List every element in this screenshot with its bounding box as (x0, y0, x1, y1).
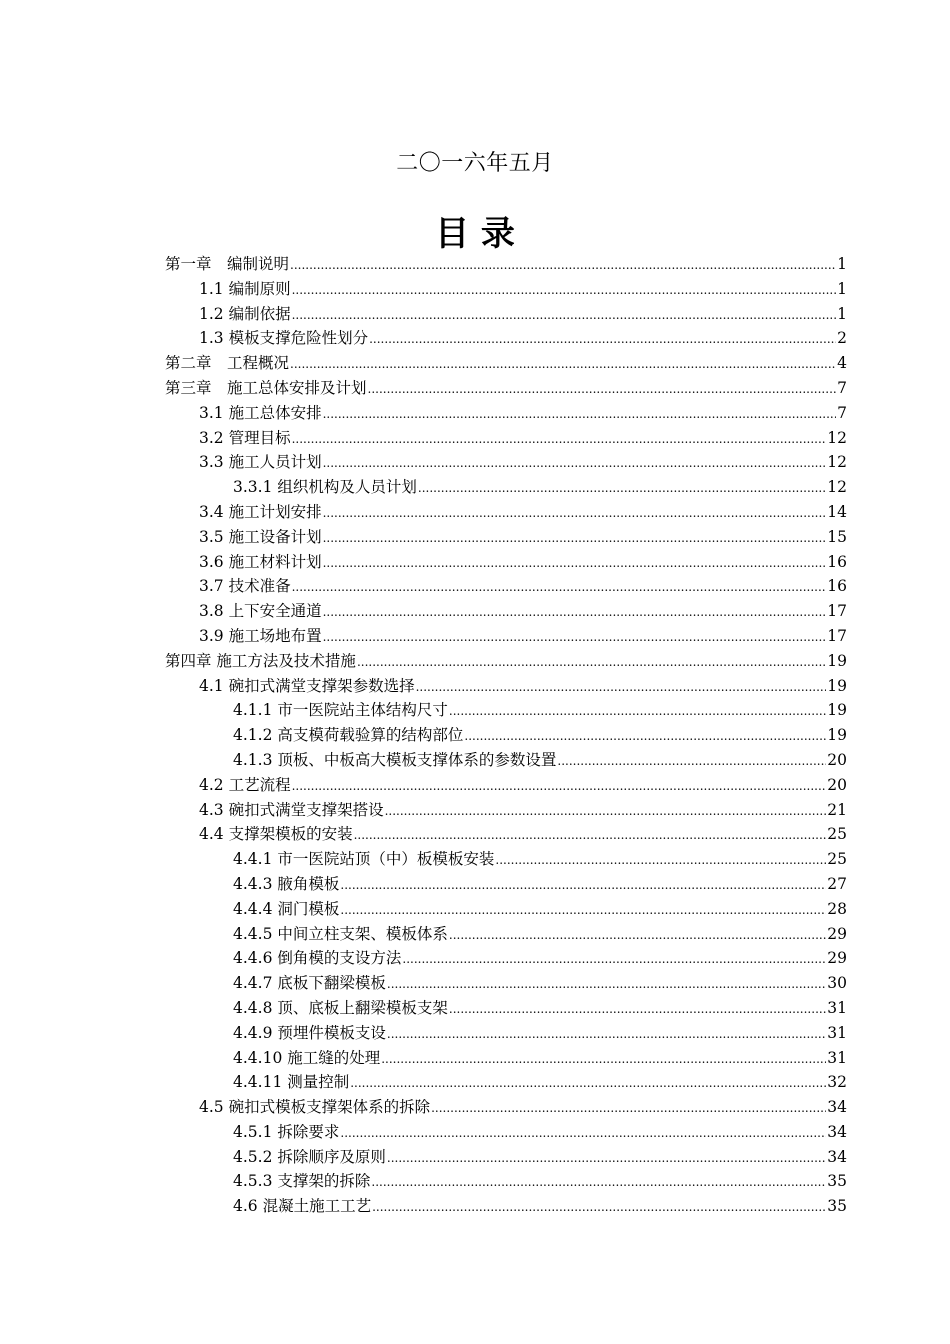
toc-entry-label: 3.7 技术准备 (199, 577, 291, 596)
toc-dot-leader (323, 551, 827, 576)
toc-entry-page-number: 17 (827, 602, 847, 621)
toc-entry-page-number: 21 (827, 800, 847, 819)
toc-entry-label: 第三章 施工总体安排及计划 (165, 378, 367, 397)
toc-entry-page-number: 25 (827, 850, 847, 869)
toc-entry[interactable] (165, 1169, 847, 1194)
toc-dot-leader (557, 749, 826, 774)
toc-dot-leader (323, 600, 827, 625)
toc-entry-label: 4.4.3 腋角模板 (233, 874, 340, 893)
toc-entry-label: 3.8 上下安全通道 (199, 602, 322, 621)
toc-dot-leader (323, 526, 827, 551)
toc-entry-label: 4.1 碗扣式满堂支撑架参数选择 (199, 676, 415, 695)
toc-entry[interactable] (165, 674, 847, 699)
toc-entry[interactable] (165, 698, 847, 723)
toc-dot-leader (357, 650, 826, 675)
toc-dot-leader (416, 675, 827, 700)
toc-entry-page-number: 19 (827, 651, 847, 670)
toc-entry-page-number: 12 (827, 453, 847, 472)
toc-entry-label: 4.4.7 底板下翻梁模板 (233, 974, 386, 993)
toc-entry-label: 4.4.8 顶、底板上翻梁模板支架 (233, 998, 448, 1017)
toc-entry-label: 4.6 混凝土施工工艺 (233, 1197, 372, 1216)
toc-entry[interactable] (165, 1095, 847, 1120)
toc-entry-label: 3.6 施工材料计划 (199, 552, 322, 571)
toc-entry-label: 4.4 支撑架模板的安装 (199, 825, 353, 844)
toc-entry[interactable] (165, 252, 847, 277)
toc-entry[interactable] (165, 1145, 847, 1170)
toc-entry-page-number: 28 (827, 899, 847, 918)
toc-entry-page-number: 34 (827, 1122, 847, 1141)
toc-entry-label: 4.1.1 市一医院站主体结构尺寸 (233, 701, 448, 720)
toc-dot-leader (385, 799, 827, 824)
toc-entry-page-number: 7 (837, 378, 847, 397)
toc-entry-label: 3.3 施工人员计划 (199, 453, 322, 472)
toc-dot-leader (323, 501, 827, 526)
toc-entry-page-number: 30 (827, 974, 847, 993)
toc-entry[interactable] (165, 1120, 847, 1145)
toc-entry-label: 4.4.11 测量控制 (233, 1073, 350, 1092)
toc-entry-page-number: 16 (827, 577, 847, 596)
toc-entry-page-number: 1 (837, 279, 847, 298)
toc-entry-label: 4.3 碗扣式满堂支撑架搭设 (199, 800, 384, 819)
toc-entry-label: 3.5 施工设备计划 (199, 527, 322, 546)
toc-entry-page-number: 35 (827, 1172, 847, 1191)
toc-entry[interactable] (165, 1021, 847, 1046)
toc-entry-label: 4.4.4 洞门模板 (233, 899, 340, 918)
toc-entry-page-number: 12 (827, 478, 847, 497)
toc-entry-page-number: 27 (827, 874, 847, 893)
toc-dot-leader (340, 873, 826, 898)
toc-entry-label: 3.2 管理目标 (199, 428, 291, 447)
toc-dot-leader (354, 823, 827, 848)
toc-entry[interactable] (165, 302, 847, 327)
toc-dot-leader (369, 327, 836, 352)
toc-entry-label: 第一章 编制说明 (165, 255, 290, 273)
toc-dot-leader (371, 1170, 826, 1195)
toc-entry[interactable] (165, 946, 847, 971)
toc-entry[interactable] (165, 649, 847, 674)
toc-entry[interactable] (165, 897, 847, 922)
toc-entry-label: 3.9 施工场地布置 (199, 626, 322, 645)
toc-dot-leader (368, 377, 837, 402)
toc-entry-page-number: 19 (827, 701, 847, 720)
toc-dot-leader (292, 575, 827, 600)
toc-entry-label: 4.5.3 支撑架的拆除 (233, 1172, 371, 1191)
toc-entry-page-number: 31 (827, 1048, 847, 1067)
toc-dot-leader (387, 1022, 826, 1047)
toc-entry[interactable] (165, 326, 847, 351)
toc-entry-page-number: 29 (827, 949, 847, 968)
toc-dot-leader (387, 972, 826, 997)
toc-entry[interactable] (165, 1194, 847, 1219)
toc-entry[interactable] (165, 574, 847, 599)
toc-entry[interactable] (165, 723, 847, 748)
toc-entry[interactable] (165, 376, 847, 401)
toc-dot-leader (372, 1195, 826, 1220)
toc-entry[interactable] (165, 822, 847, 847)
toc-entry-label: 第四章 施工方法及技术措施 (165, 651, 356, 670)
toc-entry-page-number: 34 (827, 1147, 847, 1166)
toc-entry-page-number: 7 (837, 403, 847, 422)
toc-entry-page-number: 25 (827, 825, 847, 844)
toc-dot-leader (464, 724, 826, 749)
toc-entry[interactable] (165, 996, 847, 1021)
toc-entry[interactable] (165, 1046, 847, 1071)
toc-entry-label: 1.1 编制原则 (199, 279, 291, 298)
toc-entry-label: 4.5.2 拆除顺序及原则 (233, 1147, 386, 1166)
toc-entry[interactable] (165, 450, 847, 475)
toc-entry[interactable] (165, 748, 847, 773)
toc-dot-leader (495, 848, 826, 873)
toc-dot-leader (292, 427, 827, 452)
toc-entry[interactable] (165, 599, 847, 624)
toc-dot-leader (292, 278, 837, 303)
toc-entry-label: 4.5.1 拆除要求 (233, 1122, 340, 1141)
toc-entry-label: 4.4.1 市一医院站顶（中）板模板安装 (233, 850, 495, 869)
toc-entry[interactable] (165, 500, 847, 525)
toc-entry-label: 3.3.1 组织机构及人员计划 (233, 478, 417, 497)
toc-dot-leader (323, 625, 827, 650)
toc-dot-leader (290, 253, 836, 278)
toc-entry[interactable] (165, 624, 847, 649)
toc-dot-leader (323, 402, 837, 427)
toc-entry-page-number: 32 (827, 1073, 847, 1092)
toc-entry-page-number: 15 (827, 527, 847, 546)
toc-dot-leader (340, 1121, 826, 1146)
toc-entry[interactable] (165, 525, 847, 550)
toc-entry[interactable] (165, 550, 847, 575)
toc-entry-page-number: 1 (837, 255, 847, 273)
toc-entry[interactable] (165, 351, 847, 376)
toc-entry-page-number: 14 (827, 502, 847, 521)
toc-entry-page-number: 2 (837, 329, 847, 348)
toc-entry[interactable] (165, 277, 847, 302)
toc-entry-label: 1.3 模板支撑危险性划分 (199, 329, 369, 348)
toc-entry-page-number: 19 (827, 726, 847, 745)
toc-dot-leader (350, 1071, 826, 1096)
toc-entry-label: 第二章 工程概况 (165, 354, 290, 373)
toc-dot-leader (449, 699, 826, 724)
toc-entry-page-number: 35 (827, 1197, 847, 1216)
toc-entry-label: 4.5 碗扣式模板支撑架体系的拆除 (199, 1098, 431, 1117)
toc-entry-label: 4.2 工艺流程 (199, 775, 291, 794)
toc-entry-page-number: 20 (827, 750, 847, 769)
toc-entry-label: 4.4.10 施工缝的处理 (233, 1048, 381, 1067)
toc-entry-page-number: 16 (827, 552, 847, 571)
toc-entry-page-number: 31 (827, 1023, 847, 1042)
toc-entry[interactable] (165, 773, 847, 798)
toc-dot-leader (418, 476, 826, 501)
table-of-contents (165, 252, 847, 1219)
toc-dot-leader (402, 947, 826, 972)
toc-entry-page-number: 1 (837, 304, 847, 323)
toc-entry-page-number: 20 (827, 775, 847, 794)
toc-entry-label: 4.4.9 预埋件模板支设 (233, 1023, 386, 1042)
toc-entry-label: 1.2 编制依据 (199, 304, 291, 323)
toc-dot-leader (292, 774, 827, 799)
toc-entry[interactable] (165, 922, 847, 947)
toc-dot-leader (449, 997, 826, 1022)
toc-dot-leader (340, 898, 826, 923)
toc-entry[interactable] (165, 426, 847, 451)
toc-entry-label: 4.4.6 倒角模的支设方法 (233, 949, 402, 968)
toc-entry[interactable] (165, 971, 847, 996)
toc-title: 目 录 (435, 214, 515, 254)
toc-entry[interactable] (165, 798, 847, 823)
toc-dot-leader (431, 1096, 826, 1121)
toc-dot-leader (449, 923, 826, 948)
toc-entry-page-number: 29 (827, 924, 847, 943)
toc-entry-page-number: 19 (827, 676, 847, 695)
toc-entry[interactable] (165, 475, 847, 500)
document-date: 二〇一六年五月 (396, 151, 554, 176)
toc-dot-leader (323, 451, 827, 476)
toc-dot-leader (290, 352, 836, 377)
toc-dot-leader (381, 1047, 826, 1072)
toc-entry-page-number: 12 (827, 428, 847, 447)
toc-entry-label: 3.1 施工总体安排 (199, 403, 322, 422)
toc-entry-page-number: 34 (827, 1098, 847, 1117)
toc-entry-page-number: 4 (837, 354, 847, 373)
toc-entry-page-number: 31 (827, 998, 847, 1017)
toc-entry-label: 3.4 施工计划安排 (199, 502, 322, 521)
toc-dot-leader (387, 1146, 826, 1171)
toc-entry-label: 4.4.5 中间立柱支架、模板体系 (233, 924, 448, 943)
toc-entry[interactable] (165, 1070, 847, 1095)
toc-entry[interactable] (165, 872, 847, 897)
toc-dot-leader (292, 303, 837, 328)
toc-entry-page-number: 17 (827, 626, 847, 645)
toc-entry[interactable] (165, 401, 847, 426)
toc-entry-label: 4.1.2 高支模荷载验算的结构部位 (233, 726, 464, 745)
toc-entry[interactable] (165, 847, 847, 872)
toc-entry-label: 4.1.3 顶板、中板高大模板支撑体系的参数设置 (233, 750, 557, 769)
